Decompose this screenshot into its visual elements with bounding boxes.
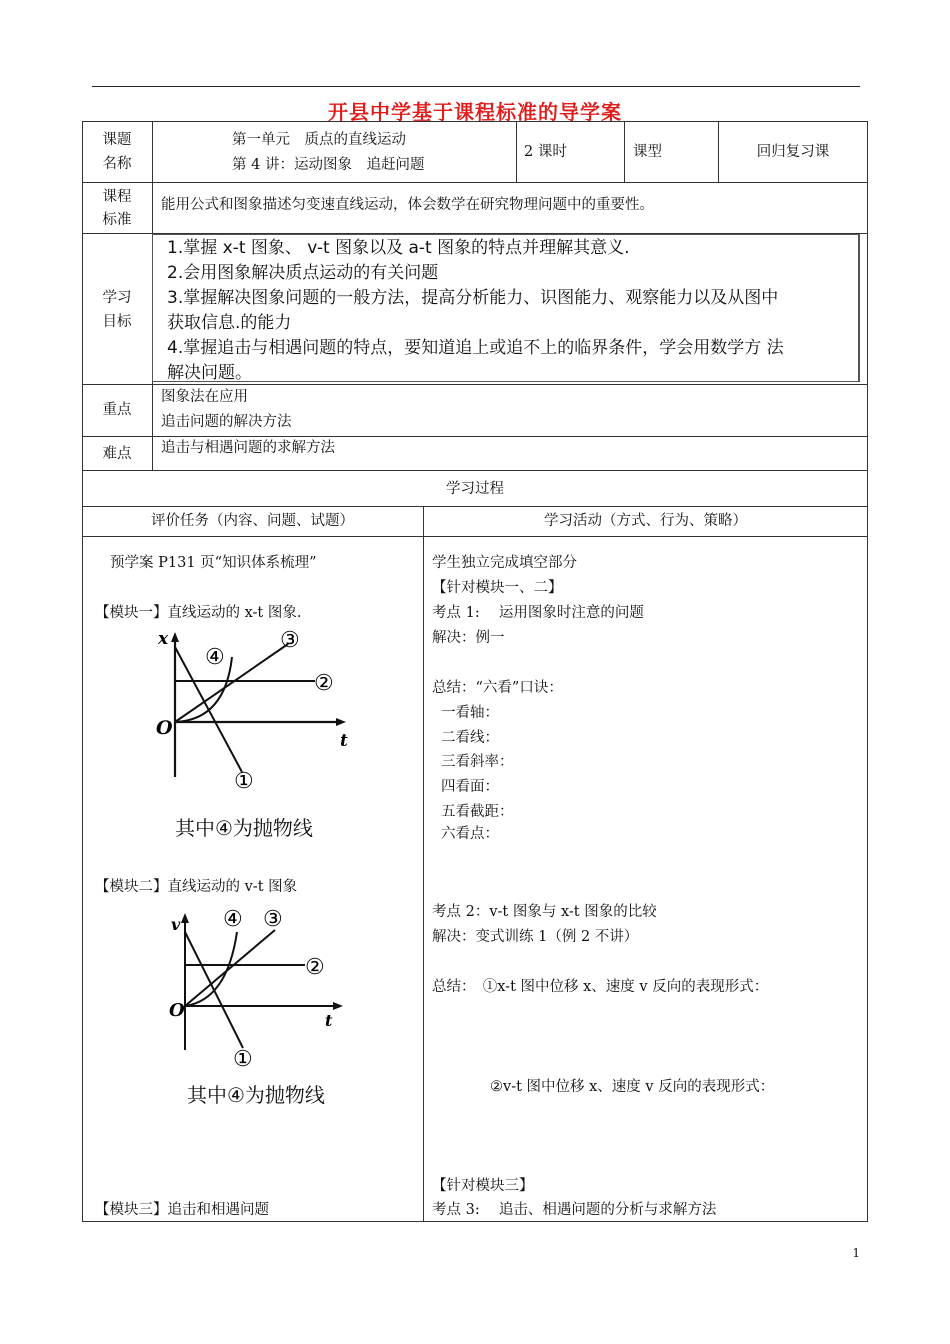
goal-line: 3.掌握解决图象问题的一般方法，提高分析能力、识图能力、观察能力以及从图中 [167,288,779,308]
vt-y-arrow-icon [181,913,189,923]
six-look-item: 六看点： [441,826,499,842]
row-divider [82,182,868,183]
page-number: 1 [852,1246,860,1260]
xt-x-arrow-icon [336,718,346,726]
vt-origin-label: O [169,1000,185,1021]
standard-text: 能用公式和图象描述匀变速直线运动，体会数学在研究物理问题中的重要性。 [161,197,654,213]
module3-activity-title: 【针对模块三】 [432,1178,534,1194]
six-look-item: 五看截距： [441,804,514,820]
xt-caption: 其中④为抛物线 [175,816,313,840]
xt-x-label: t [340,731,348,751]
goals-label-1: 学习 [102,290,132,306]
module3-title: 【模块三】追击和相遇问题 [95,1202,269,1218]
xt-line-3 [175,644,288,722]
six-look-item: 四看面： [441,779,499,795]
point2-solve: 解决：变式训练 1（例 2 不讲） [432,929,639,945]
process-title: 学习过程 [446,481,504,497]
goals-label-2: 目标 [102,314,132,330]
right-column-header: 学习活动（方式、行为、策略） [544,513,747,529]
point2-title: 考点 2：v-t 图象与 x-t 图象的比较 [432,904,657,920]
point2-summary-2: ②v-t 图中位移 x、速度 v 反向的表现形式： [490,1079,775,1095]
vt-label-2: ② [305,955,325,980]
goal-line: 1.掌握 x-t 图象、 v-t 图象以及 a-t 图象的特点并理解其意义. [167,238,630,258]
activity-line: 考点 1: 运用图象时注意的问题 [432,605,644,621]
vt-line-3 [185,930,275,1006]
vt-label-1: ① [233,1047,253,1070]
xt-y-label: x [158,629,169,649]
xt-graph [150,622,370,802]
row-divider [82,470,868,471]
page-title: 开县中学基于课程标准的导学案 [328,100,622,124]
col-divider [423,506,424,1222]
xt-y-arrow-icon [171,632,179,642]
course-name-label-1: 课题 [102,132,132,148]
xt-origin-label: O [156,717,173,739]
left-column-header: 评价任务（内容、问题、试题） [151,513,354,529]
activity-line: 【针对模块一、二】 [432,580,563,596]
difficulty-label: 难点 [102,446,132,462]
row-divider [82,536,868,537]
key-points-label: 重点 [102,402,132,418]
course-name-label-2: 名称 [102,156,132,172]
vt-y-label: v [171,915,181,934]
vt-label-4: ④ [223,907,243,932]
col-divider [624,121,625,182]
vt-x-arrow-icon [333,1002,343,1010]
type-value: 回归复习课 [756,144,830,160]
vt-graph [165,900,365,1070]
row-divider [82,506,868,507]
goal-line: 获取信息.的能力 [167,313,292,333]
standard-label-1: 课程 [102,189,132,205]
standard-label-2: 标准 [102,212,132,228]
col-divider [516,121,517,182]
goal-line: 4.掌握追击与相遇问题的特点，要知道追上或追不上的临界条件，学会用数学方 法 [167,338,784,358]
six-look-item: 三看斜率： [441,754,514,770]
row-divider [82,436,868,437]
six-look-item: 二看线： [441,730,499,746]
vt-label-3: ③ [263,907,283,932]
six-looks-title: 总结：“六看”口诀： [432,680,563,696]
point2-summary-1: 总结： ①x-t 图中位移 x、速度 v 反向的表现形式： [432,979,769,995]
goal-line: 解决问题。 [167,363,252,383]
vt-caption: 其中④为抛物线 [187,1083,325,1107]
point3-title: 考点 3: 追击、相遇问题的分析与求解方法 [432,1202,717,1218]
goal-line: 2.会用图象解决质点运动的有关问题 [167,263,439,283]
difficulty-text: 追击与相遇问题的求解方法 [161,440,335,456]
key-point-line: 追击问题的解决方法 [161,414,292,430]
xt-label-2: ② [314,671,334,696]
xt-label-1: ① [234,769,254,794]
xt-label-3: ③ [280,628,300,653]
six-look-item: 一看轴： [441,705,499,721]
module2-title: 【模块二】直线运动的 v-t 图象 [95,879,298,895]
vt-x-label: t [325,1011,333,1030]
key-point-line: 图象法在应用 [161,389,248,405]
xt-label-4: ④ [205,645,225,670]
activity-line: 学生独立完成填空部分 [432,555,577,571]
header-rule [92,86,860,87]
preview-intro: 预学案 P131 页“知识体系梳理” [110,555,317,571]
unit-title: 第一单元 质点的直线运动 [232,132,406,148]
lecture-title: 第 4 讲：运动图象 追赶问题 [232,157,425,173]
class-hours: 2 课时 [524,144,567,160]
type-label: 课型 [633,144,662,160]
activity-line: 解决：例一 [432,630,505,646]
module1-title: 【模块一】直线运动的 x-t 图象. [95,605,302,621]
